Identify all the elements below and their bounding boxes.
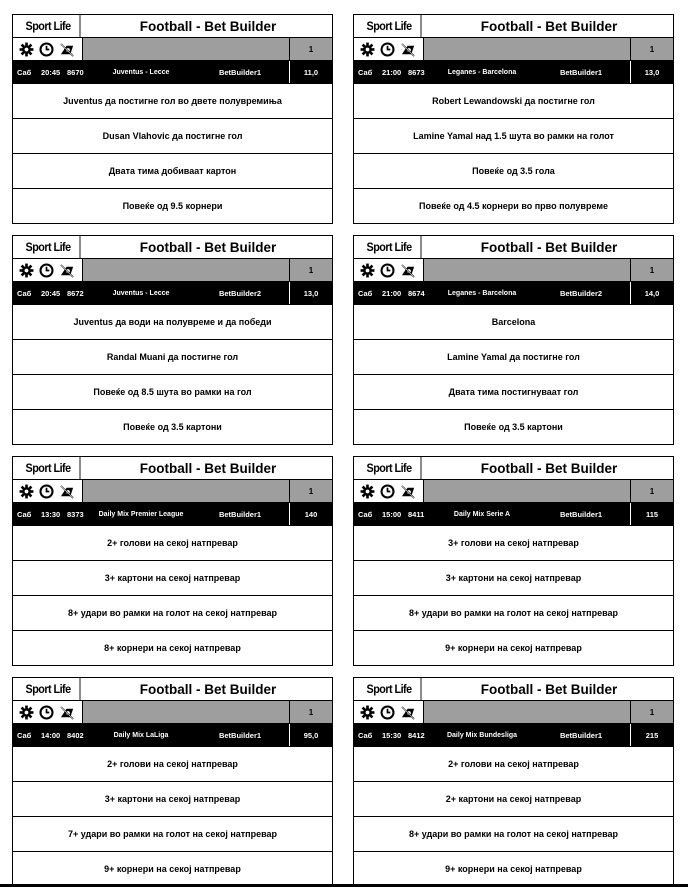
selection-text: 7+ удари во рамки на голот на секој натпревар	[67, 829, 278, 839]
icon-bar	[354, 259, 673, 282]
selection-row	[13, 409, 332, 444]
match-row	[354, 282, 673, 304]
icon-bar	[354, 701, 673, 724]
card-title: Football - Bet Builder	[480, 18, 618, 34]
bet-card	[353, 14, 674, 224]
icon-bar	[13, 38, 332, 61]
selection-row	[13, 560, 332, 595]
selection-text: Barcelona	[491, 317, 536, 327]
selection-text: 9+ корнери на секој натпревар	[445, 864, 582, 874]
match-teams: Daily Mix Bundesliga	[446, 731, 518, 739]
match-code: 8674	[408, 288, 425, 298]
icon-bar	[13, 480, 332, 503]
selection-row	[354, 630, 673, 665]
gear-icon	[360, 705, 375, 720]
card-header	[13, 457, 332, 480]
match-row	[13, 503, 332, 525]
match-day: Саб	[358, 730, 373, 740]
selection-row	[354, 188, 673, 223]
card-header	[13, 678, 332, 701]
selection-text: Повеќе од 3.5 гола	[472, 166, 555, 176]
match-teams: Daily Mix LaLiga	[113, 731, 169, 739]
selection-row	[13, 374, 332, 409]
selection-text: Повеќе од 8.5 шута во рамки на гол	[93, 387, 252, 397]
brand-logo: Sport Life	[17, 457, 81, 479]
gear-icon	[360, 263, 375, 278]
match-code: 8402	[67, 730, 84, 740]
brand-logo: Sport Life	[358, 457, 422, 479]
selection-text: Lamine Yamal да постигне гол	[447, 352, 580, 362]
bet-type: BetBuilder1	[218, 509, 262, 519]
icon-group	[13, 480, 83, 502]
selection-text: 3+ картони на секој натпревар	[104, 573, 241, 583]
match-day: Саб	[358, 288, 373, 298]
bet-card	[12, 235, 333, 445]
selection-row	[13, 83, 332, 118]
selection-row	[354, 153, 673, 188]
selection-text: 8+ удари во рамки на голот на секој натпревар	[408, 608, 619, 618]
icon-group	[354, 259, 424, 281]
brand-logo: Sport Life	[358, 15, 422, 37]
gear-icon	[19, 263, 34, 278]
clock-icon	[380, 42, 395, 57]
clock-icon	[380, 484, 395, 499]
selection-text: Повеќе од 3.5 картони	[123, 422, 222, 432]
brand-logo: Sport Life	[17, 678, 81, 700]
icon-group	[354, 701, 424, 723]
match-teams: Juventus - Lecce	[112, 289, 170, 297]
selection-row	[354, 816, 673, 851]
odds-value: 140	[289, 503, 332, 525]
selection-text: 9+ корнери на секој натпревар	[445, 643, 582, 653]
bet-card	[353, 235, 674, 445]
match-teams: Leganes - Barcelona	[447, 68, 517, 76]
selection-row	[13, 188, 332, 223]
selection-row	[354, 374, 673, 409]
icon-bar	[354, 480, 673, 503]
selection-text: Juventus да постигне гол во двете полувремиња	[63, 96, 282, 106]
bet-type: BetBuilder1	[559, 509, 603, 519]
stake-count: 1	[289, 38, 332, 60]
no-ball-icon	[400, 42, 417, 57]
selection-text: 2+ голови на секој натпревар	[107, 759, 238, 769]
selection-row	[354, 560, 673, 595]
card-header	[354, 15, 673, 38]
selection-row	[13, 630, 332, 665]
selection-text: Повеќе од 4.5 корнери во прво полувреме	[418, 201, 608, 211]
clock-icon	[380, 705, 395, 720]
selection-text: Двата тима добиваат картон	[108, 166, 237, 176]
gear-icon	[19, 42, 34, 57]
selection-text: 8+ удари во рамки на голот на секој натпревар	[67, 608, 278, 618]
card-title: Football - Bet Builder	[480, 460, 618, 476]
match-time: 14:00	[41, 730, 61, 740]
no-ball-icon	[400, 705, 417, 720]
match-teams: Juventus - Lecce	[112, 68, 170, 76]
selection-row	[13, 153, 332, 188]
selection-text: Robert Lewandowski да постигне гол	[432, 96, 595, 106]
odds-value: 95,0	[289, 724, 332, 746]
match-teams: Daily Mix Premier League	[98, 510, 184, 518]
match-code: 8412	[408, 730, 425, 740]
match-teams: Daily Mix Serie A	[453, 510, 511, 518]
icon-group	[13, 38, 83, 60]
stake-count: 1	[630, 259, 673, 281]
icon-bar	[13, 701, 332, 724]
bet-type: BetBuilder1	[559, 67, 603, 77]
icon-group	[354, 480, 424, 502]
icon-group	[13, 701, 83, 723]
match-row	[13, 282, 332, 304]
match-row	[354, 503, 673, 525]
match-code: 8373	[67, 509, 84, 519]
icon-bar	[354, 38, 673, 61]
brand-logo: Sport Life	[358, 236, 422, 258]
selection-text: Dusan Vlahovic да постигне гол	[102, 131, 243, 141]
selection-text: 8+ корнери на секој натпревар	[104, 643, 241, 653]
selection-row	[13, 781, 332, 816]
selection-row	[13, 746, 332, 781]
icon-group	[354, 38, 424, 60]
bet-type: BetBuilder2	[218, 288, 262, 298]
match-day: Саб	[17, 288, 32, 298]
card-title: Football - Bet Builder	[139, 239, 277, 255]
selection-text: Juventus да води на полувреме и да победи	[73, 317, 272, 327]
selection-row	[13, 118, 332, 153]
icon-group	[13, 259, 83, 281]
stake-count: 1	[289, 701, 332, 723]
match-row	[354, 724, 673, 746]
bet-type: BetBuilder2	[559, 288, 603, 298]
clock-icon	[39, 263, 54, 278]
odds-value: 11,0	[289, 61, 332, 83]
match-row	[13, 724, 332, 746]
selection-text: Двата тима постигнуваат гол	[448, 387, 579, 397]
match-time: 15:00	[382, 509, 402, 519]
stake-count: 1	[289, 259, 332, 281]
brand-logo: Sport Life	[17, 236, 81, 258]
stake-count: 1	[630, 480, 673, 502]
match-code: 8672	[67, 288, 84, 298]
selection-text: 3+ картони на секој натпревар	[445, 573, 582, 583]
match-day: Саб	[17, 67, 32, 77]
match-row	[354, 61, 673, 83]
match-day: Саб	[17, 509, 32, 519]
selection-row	[13, 851, 332, 886]
match-row	[13, 61, 332, 83]
bet-card	[353, 677, 674, 887]
selection-text: Повеќе од 3.5 картони	[464, 422, 563, 432]
match-day: Саб	[358, 67, 373, 77]
brand-logo: Sport Life	[17, 15, 81, 37]
no-ball-icon	[59, 705, 76, 720]
selection-text: 2+ картони на секој натпревар	[445, 794, 582, 804]
card-title: Football - Bet Builder	[139, 18, 277, 34]
no-ball-icon	[400, 263, 417, 278]
match-time: 20:45	[41, 288, 61, 298]
card-title: Football - Bet Builder	[139, 681, 277, 697]
match-day: Саб	[17, 730, 32, 740]
bet-type: BetBuilder1	[559, 730, 603, 740]
odds-value: 13,0	[630, 61, 673, 83]
selection-text: Randal Muani да постигне гол	[106, 352, 239, 362]
selection-row	[13, 304, 332, 339]
odds-value: 13,0	[289, 282, 332, 304]
selection-text: Повеќе од 9.5 корнери	[122, 201, 223, 211]
no-ball-icon	[59, 484, 76, 499]
selection-row	[13, 525, 332, 560]
bet-type: BetBuilder1	[218, 67, 262, 77]
card-title: Football - Bet Builder	[480, 681, 618, 697]
match-day: Саб	[358, 509, 373, 519]
card-header	[354, 236, 673, 259]
selection-row	[354, 304, 673, 339]
card-title: Football - Bet Builder	[480, 239, 618, 255]
match-time: 20:45	[41, 67, 61, 77]
bet-card	[353, 456, 674, 666]
match-teams: Leganes - Barcelona	[447, 289, 517, 297]
stake-count: 1	[289, 480, 332, 502]
card-header	[13, 15, 332, 38]
selection-text: 3+ картони на секој натпревар	[104, 794, 241, 804]
card-header	[354, 457, 673, 480]
clock-icon	[39, 705, 54, 720]
match-time: 15:30	[382, 730, 402, 740]
selection-text: 2+ голови на секој натпревар	[107, 538, 238, 548]
no-ball-icon	[59, 42, 76, 57]
card-header	[354, 678, 673, 701]
match-time: 13:30	[41, 509, 61, 519]
selection-text: Lamine Yamal над 1.5 шута во рамки на голот	[413, 131, 614, 141]
gear-icon	[19, 484, 34, 499]
selection-row	[354, 595, 673, 630]
odds-value: 115	[630, 503, 673, 525]
card-title: Football - Bet Builder	[139, 460, 277, 476]
odds-value: 14,0	[630, 282, 673, 304]
stake-count: 1	[630, 701, 673, 723]
selection-row	[354, 118, 673, 153]
selection-row	[13, 595, 332, 630]
clock-icon	[39, 484, 54, 499]
card-header	[13, 236, 332, 259]
match-time: 21:00	[382, 288, 402, 298]
selection-row	[354, 851, 673, 886]
odds-value: 215	[630, 724, 673, 746]
selection-text: 8+ удари во рамки на голот на секој натпревар	[408, 829, 619, 839]
clock-icon	[380, 263, 395, 278]
match-code: 8673	[408, 67, 425, 77]
match-code: 8670	[67, 67, 84, 77]
selection-row	[13, 816, 332, 851]
bet-card	[12, 14, 333, 224]
bet-type: BetBuilder1	[218, 730, 262, 740]
selection-row	[354, 339, 673, 374]
gear-icon	[19, 705, 34, 720]
selection-row	[354, 746, 673, 781]
selection-text: 3+ голови на секој натпревар	[448, 538, 579, 548]
gear-icon	[360, 42, 375, 57]
clock-icon	[39, 42, 54, 57]
selection-row	[13, 339, 332, 374]
selection-row	[354, 781, 673, 816]
bet-card	[12, 677, 333, 887]
bet-card	[12, 456, 333, 666]
selection-text: 9+ корнери на секој натпревар	[104, 864, 241, 874]
brand-logo: Sport Life	[358, 678, 422, 700]
match-code: 8411	[408, 509, 425, 519]
icon-bar	[13, 259, 332, 282]
match-time: 21:00	[382, 67, 402, 77]
stake-count: 1	[630, 38, 673, 60]
selection-row	[354, 409, 673, 444]
no-ball-icon	[400, 484, 417, 499]
selection-row	[354, 525, 673, 560]
no-ball-icon	[59, 263, 76, 278]
gear-icon	[360, 484, 375, 499]
selection-text: 2+ голови на секој натпревар	[448, 759, 579, 769]
selection-row	[354, 83, 673, 118]
